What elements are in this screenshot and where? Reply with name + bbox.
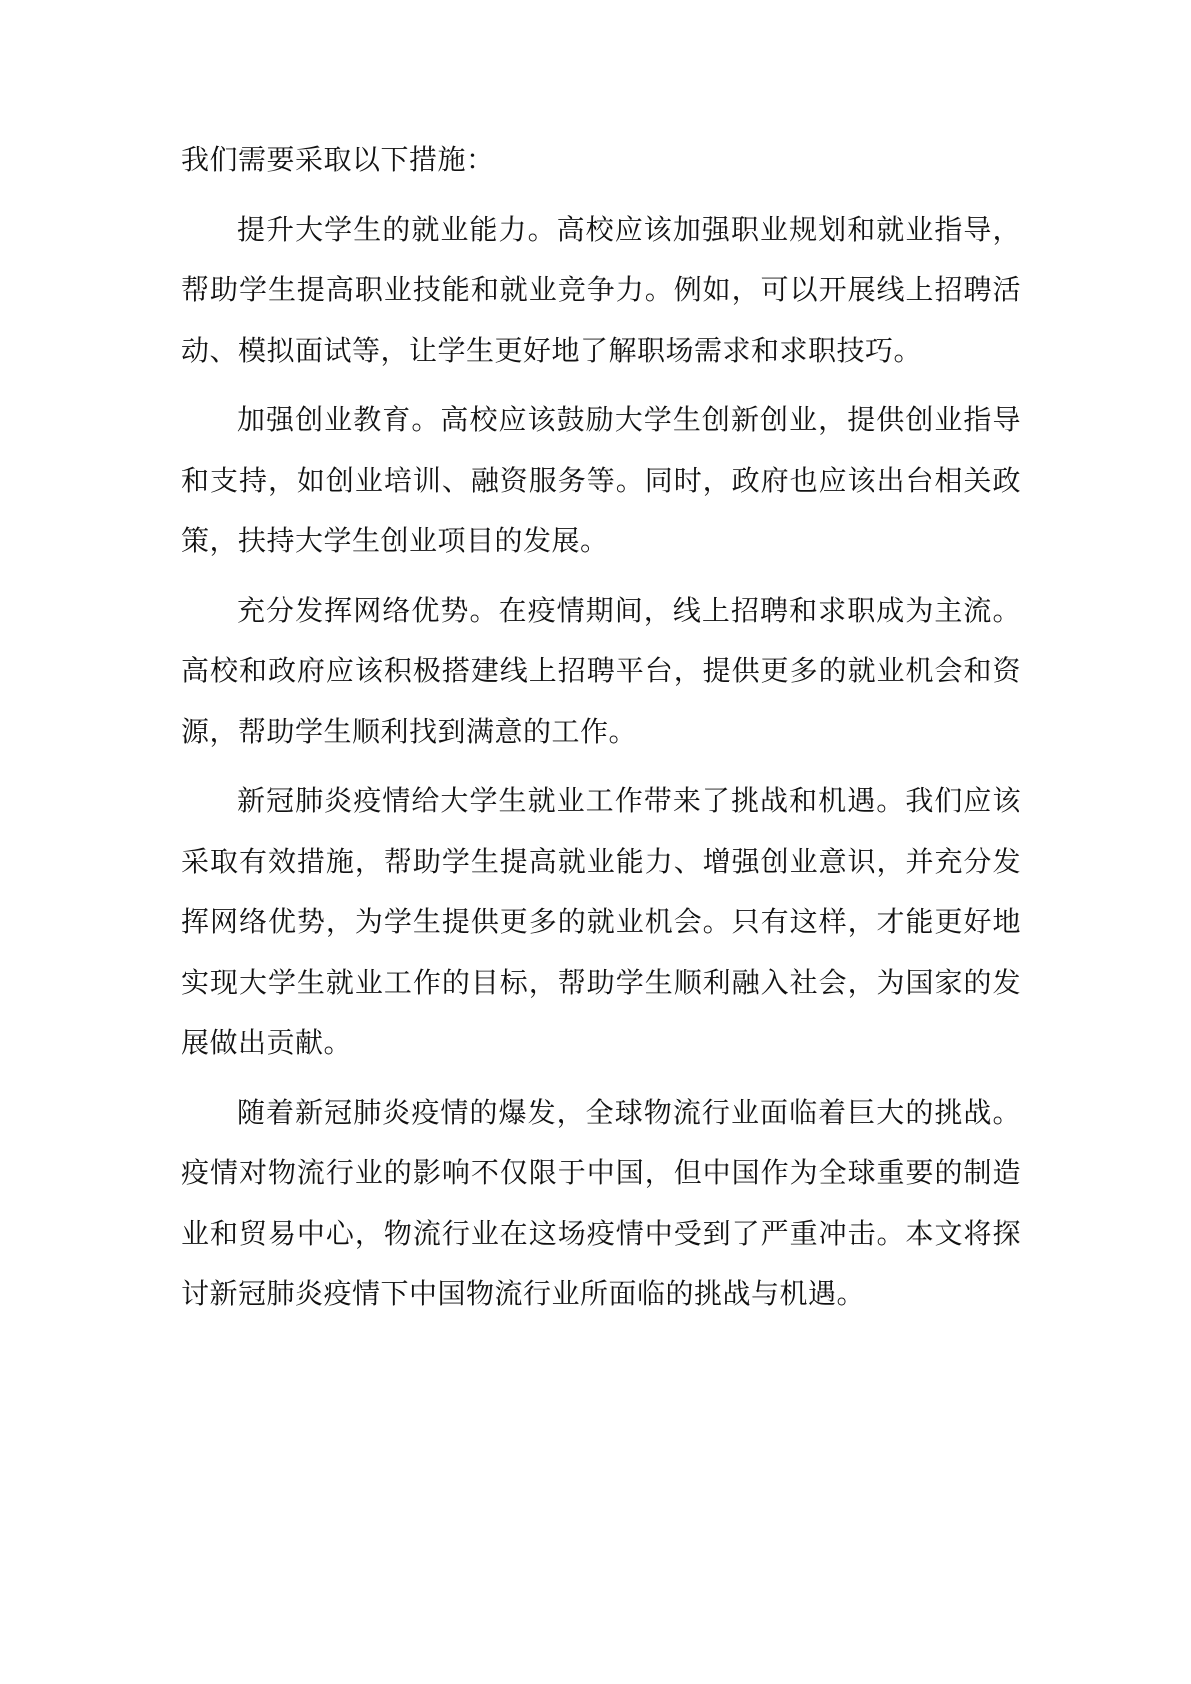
paragraph-6: 随着新冠肺炎疫情的爆发，全球物流行业面临着巨大的挑战。疫情对物流行业的影响不仅限于中国，但中国作为全球重要的制造业和贸易中心，物流行业在这场疫情中受到了严重冲击。本文将探讨新冠肺炎疫情下中国物流行业所面临的挑战与机遇。 [181,1095,1021,1310]
document-body [181,130,1021,1334]
paragraph-1: 我们需要采取以下措施： [181,143,495,176]
paragraph-3: 加强创业教育。高校应该鼓励大学生创新创业，提供创业指导和支持，如创业培训、融资服务等。同时，政府也应该出台相关政策，扶持大学生创业项目的发展。 [181,403,1021,557]
paragraph-4: 充分发挥网络优势。在疫情期间，线上招聘和求职成为主流。高校和政府应该积极搭建线上招聘平台，提供更多的就业机会和资源，帮助学生顺利找到满意的工作。 [181,593,1021,748]
paragraph-5: 新冠肺炎疫情给大学生就业工作带来了挑战和机遇。我们应该采取有效措施，帮助学生提高就业能力、增强创业意识，并充分发挥网络优势，为学生提供更多的就业机会。只有这样，才能更好地实现大学生就业工作的目标，帮助学生顺利融入社会，为国家的发展做出贡献。 [181,784,1021,1059]
paragraph-2: 提升大学生的就业能力。高校应该加强职业规划和就业指导，帮助学生提高职业技能和就业竞争力。例如，可以开展线上招聘活动、模拟面试等，让学生更好地了解职场需求和求职技巧。 [181,212,1021,367]
